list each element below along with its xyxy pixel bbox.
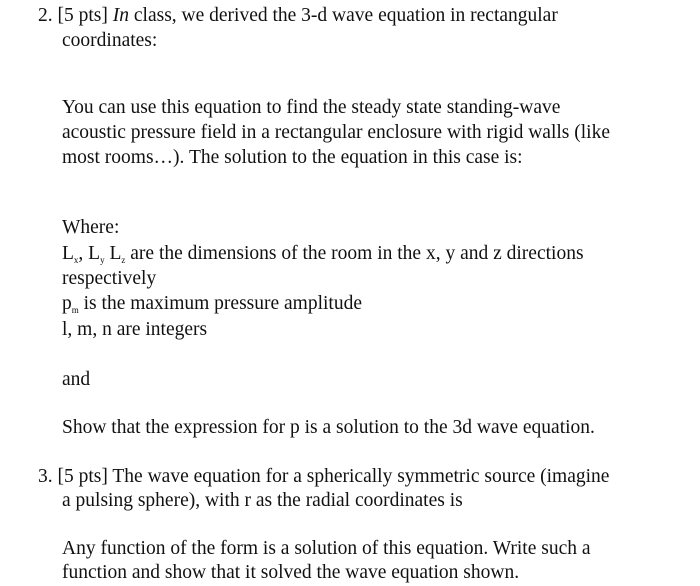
pm-text: is the maximum pressure amplitude [83, 293, 363, 314]
problem-2-intro-text: class, we derived the 3-d wave equation in rectangular [133, 5, 558, 26]
integers-line: l, m, n are integers [62, 319, 208, 340]
and-label: and [62, 369, 91, 390]
lz-symbol: $L_z$ [109, 243, 126, 265]
problem-3-text: [5 pts] The wave equation for a spherically symmetric source (imagine [57, 466, 610, 487]
lx-symbol: $L_x$ [62, 243, 79, 265]
problem-2-number: 2. [38, 5, 53, 26]
where-label: Where: [62, 217, 120, 238]
show-line: Show that the expression for p is a solution to the 3d wave equation. [62, 417, 595, 438]
dimensions-line-2: respectively [62, 268, 157, 289]
problem-3-para-line-1: Any function of the form is a solution of this equation. Write such a [62, 538, 591, 559]
ly-symbol: $L_y$ [88, 243, 105, 265]
problem-2-line-2: coordinates: [62, 30, 158, 51]
paragraph-1-line-3: most rooms…). The solution to the equation in this case is: [62, 147, 523, 168]
problem-3-line-1 [38, 465, 609, 489]
paragraph-1-line-1: You can use this equation to find the steady state standing-wave [62, 97, 561, 118]
dimensions-text: are the dimensions of the room in the x, y and z directions [130, 243, 584, 264]
problem-2-intro-italic: In [112, 5, 129, 26]
problem-2-line-1 [38, 4, 558, 28]
pm-line [62, 292, 362, 316]
problem-3-number: 3. [38, 466, 53, 487]
dimensions-line: $L_x$, $L_y$ $L_z$ are the dimensions of the room in the x, y and z directions [62, 243, 584, 265]
problem-2-points: [5 pts] [57, 5, 108, 26]
problem-3-para-line-2: function and show that it solved the wave equation shown. [62, 562, 520, 583]
paragraph-1-line-2: acoustic pressure field in a rectangular enclosure with rigid walls (like [62, 122, 610, 143]
pm-symbol: $p_m$ [62, 293, 79, 315]
problem-3-line-2: a pulsing sphere), with r as the radial coordinates is [62, 490, 463, 511]
